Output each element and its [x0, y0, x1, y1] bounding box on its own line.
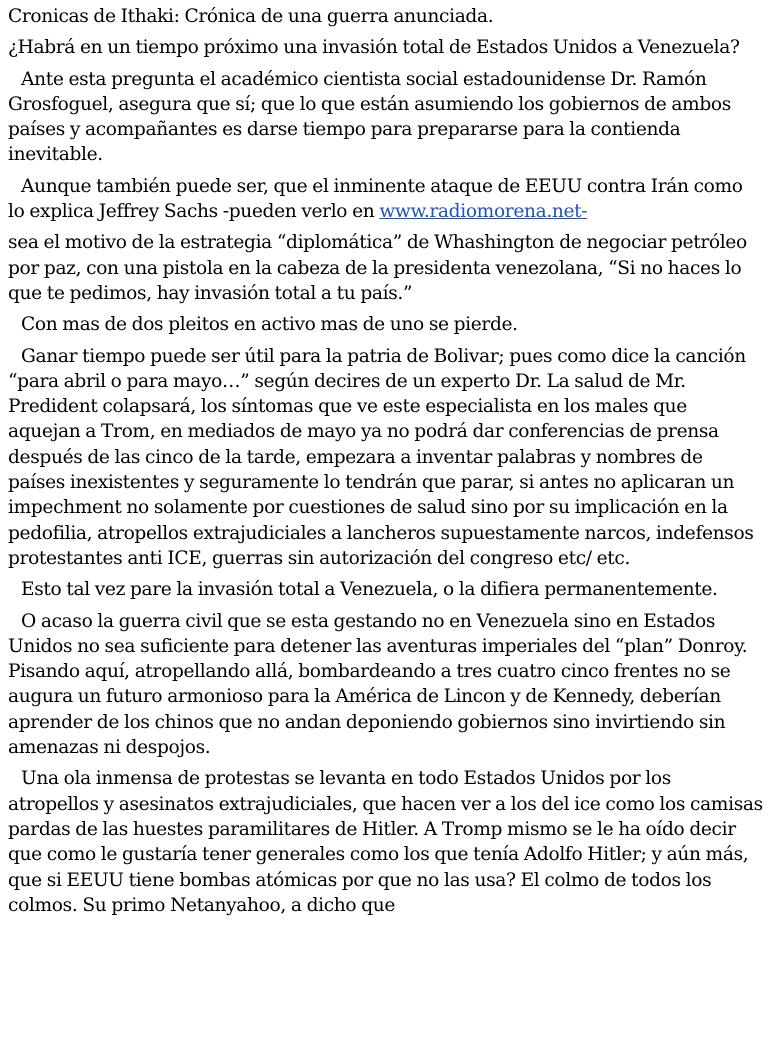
paragraph-8: Una ola inmensa de protestas se levanta en todo Estados Unidos por los atropellos y asesinatos extrajudiciales, que hacen ver a los del ice como los camisas pardas de las huestes paramilitares de Hitler. A Tromp mismo se le ha oído decir que como le gustaría tener generales como los que tenía Adolfo Hitler; y aún más, que si EEUU tiene bombas atómicas por que no las usa? El colmo de todos los colmos. Su primo Netanyahoo, a dicho que — [8, 768, 763, 916]
paragraph-2-text: Aunque también puede ser, que el inminente ataque de EEUU contra Irán como lo explica Jeffrey Sachs -pueden verlo en — [8, 175, 743, 223]
document-title: Cronicas de Ithaki: Crónica de una guerra anunciada. — [8, 6, 494, 27]
document-body — [8, 4, 764, 924]
paragraph-1: Ante esta pregunta el académico cientista social estadounidense Dr. Ramón Grosfoguel, asegura que sí; que lo que están asumiendo los gobiernos de ambos países y acompañantes es darse tiempo para prepararse para la contienda inevitable. — [8, 68, 731, 166]
paragraph-question: ¿Habrá en un tiempo próximo una invasión total de Estados Unidos a Venezuela? — [8, 37, 740, 59]
paragraph-6: Esto tal vez pare la invasión total a Venezuela, o la difiera permanentemente. — [21, 579, 718, 601]
radiomorena-link[interactable]: www.radiomorena.net- — [379, 201, 588, 223]
paragraph-2 — [8, 174, 764, 225]
paragraph-5: Ganar tiempo puede ser útil para la patria de Bolivar; pues como dice la canción “para abril o para mayo…” según decires de un experto Dr. La salud de Mr. Predident colapsará, los síntomas que ve este especialista en los males que aquejan a Trom, en mediados de mayo ya no podrá dar conferencias de prensa después de las cinco de la tarde, empezara a inventar palabras y nombres de países inexistentes y seguramente lo tendrán que parar, si antes no aplicaran un impechment no solamente por cuestiones de salud sino por su implicación en la pedofilia, atropellos extrajudiciales a lancheros supuestamente narcos, indefensos protestantes anti ICE, guerras sin autorización del congreso etc/ etc. — [8, 345, 754, 569]
paragraph-3: sea el motivo de la estrategia “diplomática” de Whashington de negociar petróleo por paz, con una pistola en la cabeza de la presidenta venezolana, “Si no haces lo que te pedimos, hay invasión total a tu país.” — [8, 232, 747, 304]
paragraph-4: Con mas de dos pleitos en activo mas de uno se pierde. — [21, 314, 518, 336]
paragraph-7: O acaso la guerra civil que se esta gestando no en Venezuela sino en Estados Unidos no sea suficiente para detener las aventuras imperiales del “plan” Donroy. Pisando aquí, atropellando allá, bombardeando a tres cuatro cinco frentes no se augura un futuro armonioso para la América de Lincon y de Kennedy, deberían aprender de los chinos que no andan deponiendo gobiernos sino invirtiendo sin amenazas ni despojos. — [8, 610, 748, 759]
